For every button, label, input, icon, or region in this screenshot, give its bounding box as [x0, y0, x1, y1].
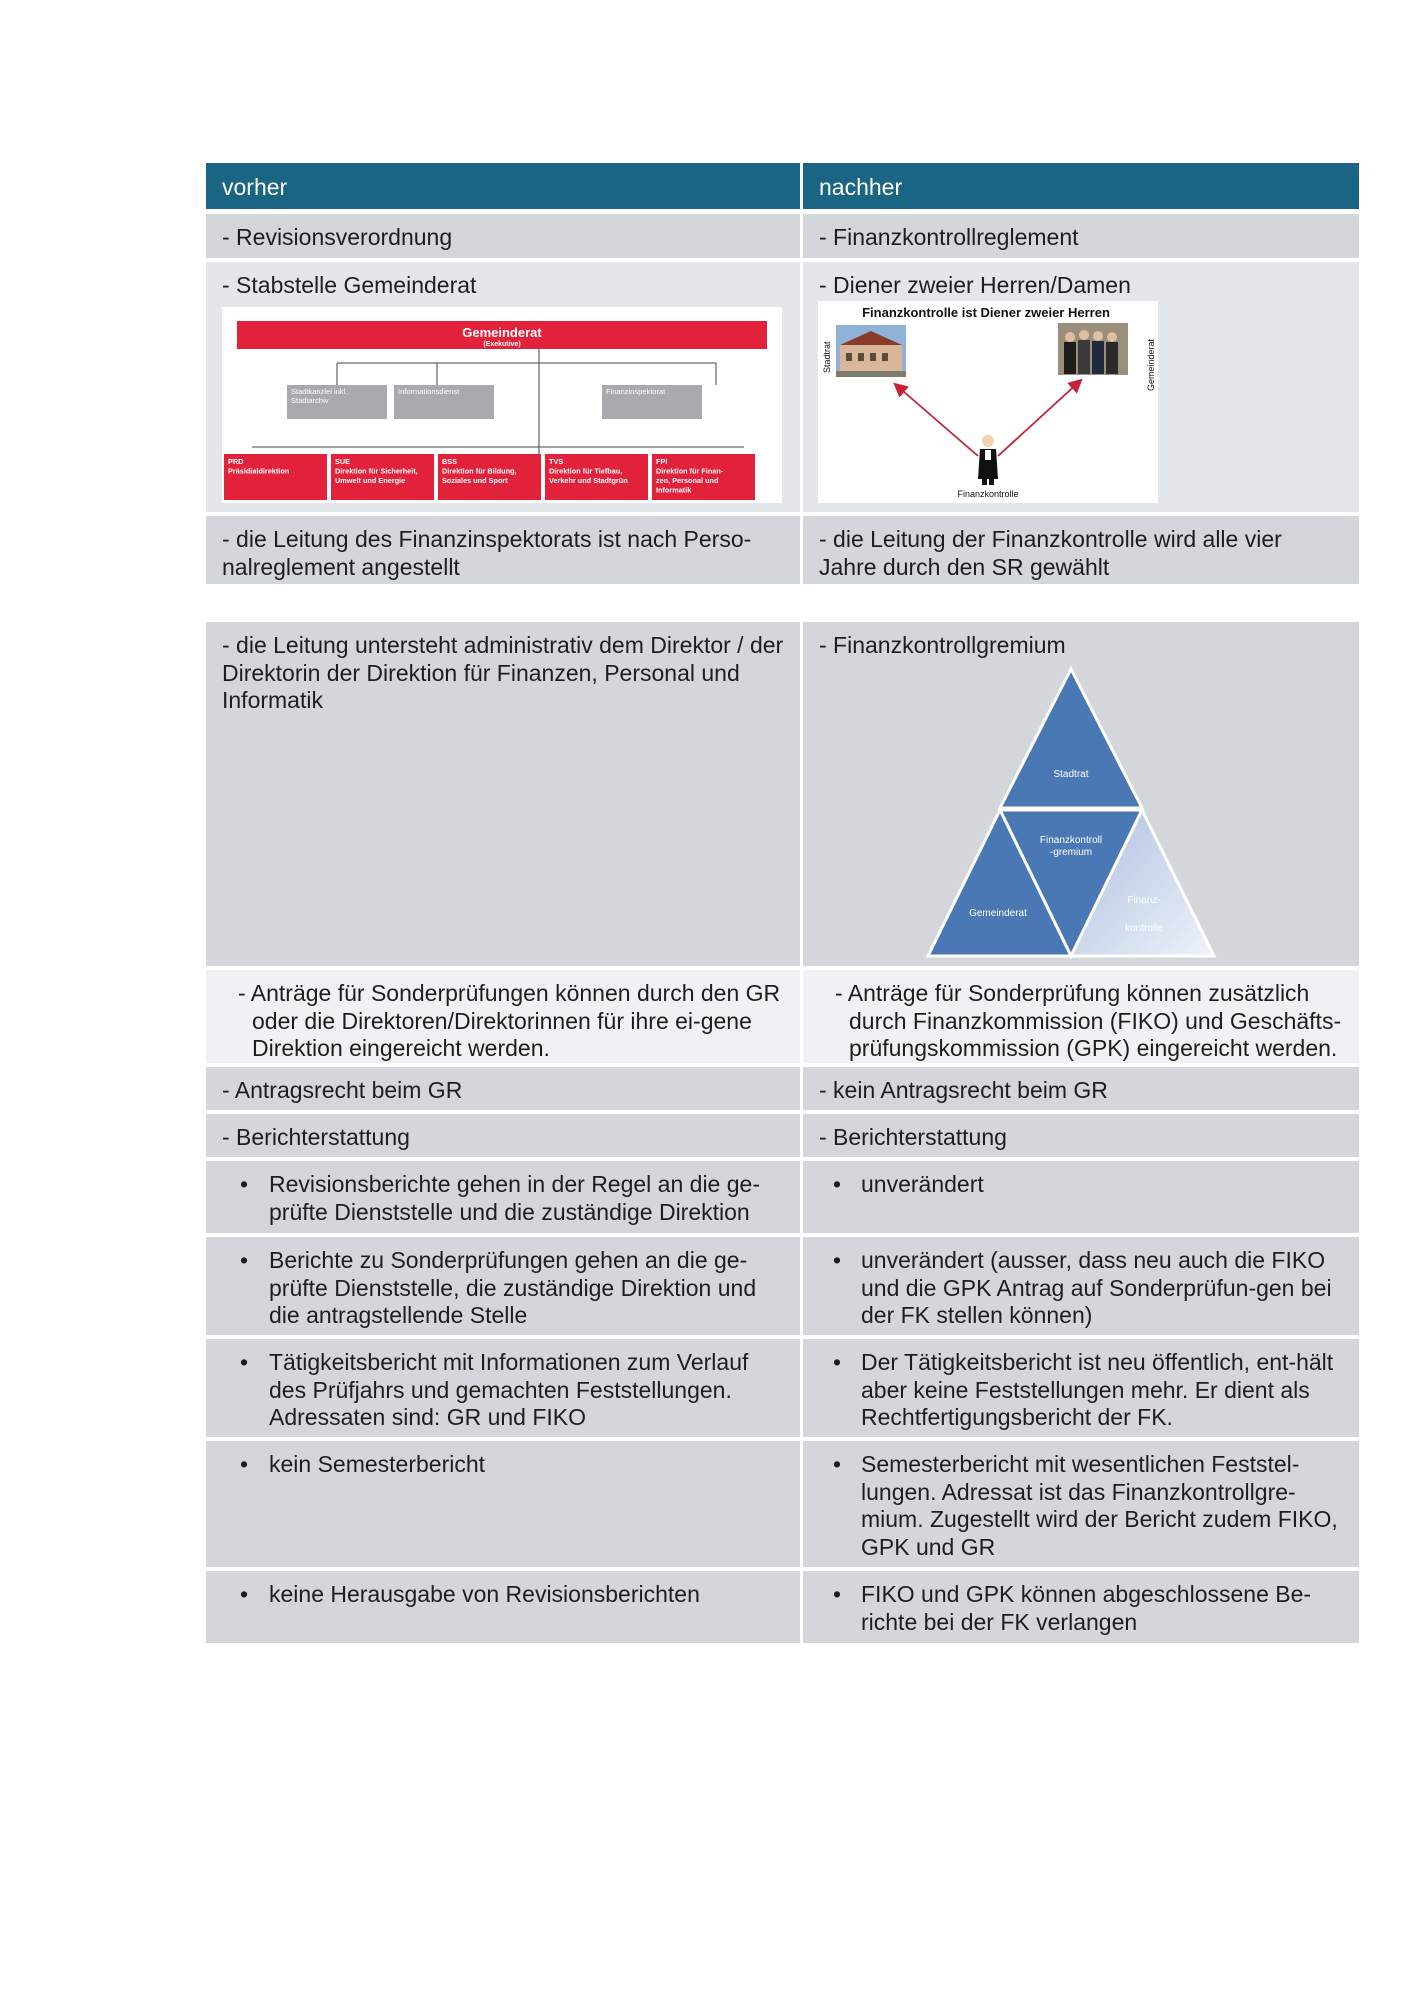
row1-right-text: - Finanzkontrollreglement: [819, 224, 1079, 250]
pyramid-diagram: [918, 665, 1228, 961]
pyramid-top-stadtrat: [1000, 669, 1142, 808]
pyramid-center-label-2: -gremium: [1049, 847, 1093, 858]
row4-left: [206, 622, 800, 966]
row7-right-text: - Berichterstattung: [819, 1124, 1007, 1150]
header-nachher-label: nachher: [819, 174, 903, 200]
row1-left: [206, 214, 800, 258]
bullet-item: [222, 1451, 784, 1479]
bullet-dot: •: [240, 1581, 249, 1607]
direction-label: TVS Direktion für Tiefbau, Verkehr und Stadtgrün: [549, 457, 628, 485]
header-vorher: [206, 163, 800, 209]
bullet-row-1-left: [206, 1161, 800, 1233]
bullet-item: [819, 1581, 1343, 1636]
bullet-item: [819, 1171, 1343, 1199]
row6-right-text: - kein Antragsrecht beim GR: [819, 1077, 1108, 1103]
bullet-row-2-left: [206, 1237, 800, 1335]
row5-right: [803, 970, 1359, 1063]
bullet-item: [819, 1247, 1343, 1330]
row5-left-text: - Anträge für Sonderprüfungen können durch den GR oder die Direktoren/Direktorinnen für ihre ei-gene Direktion eingereicht werden.: [238, 980, 781, 1061]
gemeinderat-photo: [1058, 323, 1128, 375]
bullet-row-3-left: [206, 1339, 800, 1437]
row4-right-text: - Finanzkontrollgremium: [819, 632, 1066, 658]
bullet-row-3-right: [803, 1339, 1359, 1437]
pyramid-center-label-1: Finanzkontroll: [1039, 835, 1103, 846]
diener-bottom-label: Finanzkontrolle: [957, 489, 1019, 499]
bullet-text: Revisionsberichte gehen in der Regel an die ge-prüfte Dienststelle und die zuständige Direktion: [269, 1171, 760, 1225]
bullet-row-1-right: [803, 1161, 1359, 1233]
bullet-text: Berichte zu Sonderprüfungen gehen an die ge-prüfte Dienststelle, die zuständige Direktion und die antragstellende Stelle: [269, 1247, 757, 1328]
bullet-row-5-left: [206, 1571, 800, 1643]
bullet-text: kein Semesterbericht: [269, 1451, 486, 1477]
staff-label-stadtkanzlei: Stadtkanzlei inkl. Stadtarchiv: [291, 387, 348, 405]
bullet-item: [819, 1349, 1343, 1432]
bullet-row-2-right: [803, 1237, 1359, 1335]
bullet-dot: •: [833, 1247, 842, 1273]
diener-right-label: Gemeinderat: [1146, 338, 1156, 391]
bullet-item: [222, 1247, 784, 1330]
row6-left-text: - Antragsrecht beim GR: [222, 1077, 463, 1103]
row3-left: [206, 516, 800, 584]
bullet-item: [222, 1349, 784, 1432]
row3-right-text: - die Leitung der Finanzkontrolle wird alle vier Jahre durch den SR gewählt: [819, 526, 1282, 580]
bullet-text: unverändert (ausser, dass neu auch die FIKO und die GPK Antrag auf Sonderprüfun-gen bei der FK stellen können): [861, 1247, 1332, 1328]
bullet-text: Der Tätigkeitsbericht ist neu öffentlich, ent-hält aber keine Feststellungen mehr. Er dient als Rechtfertigungsbericht der FK.: [861, 1349, 1334, 1430]
diener-left-label: Stadtrat: [822, 341, 832, 373]
bullet-dot: •: [240, 1451, 249, 1477]
bullet-dot: •: [833, 1171, 842, 1197]
staff-label-finanzinspektorat: Finanzinspektorat: [606, 387, 666, 396]
bullet-text: Semesterbericht mit wesentlichen Feststel-lungen. Adressat ist das Finanzkontrollgre-mium. Zugestellt wird der Bericht zudem FIKO, GPK und GR: [861, 1451, 1338, 1560]
bullet-item: [222, 1581, 784, 1609]
header-nachher: [803, 163, 1359, 209]
row7-left-text: - Berichterstattung: [222, 1124, 410, 1150]
direction-boxes: [224, 454, 755, 500]
row1-left-text: - Revisionsverordnung: [222, 224, 453, 250]
stadtrat-photo: [836, 325, 906, 377]
bullet-dot: •: [833, 1349, 842, 1375]
direction-label: SUE Direktion für Sicherheit, Umwelt und Energie: [335, 457, 418, 485]
diener-figure: [818, 301, 1158, 503]
bullet-row-5-right: [803, 1571, 1359, 1643]
bullet-item: [819, 1451, 1343, 1561]
bullet-dot: •: [833, 1581, 842, 1607]
direction-label: PRD Präsidialdirektion: [228, 457, 290, 476]
bullet-text: FIKO und GPK können abgeschlossene Be-richte bei der FK verlangen: [861, 1581, 1312, 1635]
pyramid-top-label: Stadtrat: [1053, 769, 1089, 780]
staff-label-informationsdienst: Informationsdienst: [398, 387, 460, 396]
bullet-row-4-right: [803, 1441, 1359, 1567]
gemeinderat-title: Gemeinderat: [462, 325, 542, 340]
direction-label: BSS Direktion für Bildung, Soziales und Sport: [442, 457, 517, 485]
pyramid-right-label-1: Finanz-: [1127, 895, 1161, 906]
bullet-dot: •: [240, 1349, 249, 1375]
row2-left-text: - Stabstelle Gemeinderat: [222, 272, 477, 298]
row5-right-text: - Anträge für Sonderprüfung können zusätzlich durch Finanzkommission (FIKO) und Geschäfts-prüfungskommission (GPK) eingereicht werden.: [835, 980, 1342, 1061]
row7-left: [206, 1114, 800, 1157]
bullet-text: Tätigkeitsbericht mit Informationen zum Verlauf des Prüfjahrs und gemachten Feststellungen. Adressaten sind: GR und FIKO: [269, 1349, 749, 1430]
pyramid-left-label: Gemeinderat: [969, 908, 1027, 919]
bullet-dot: •: [240, 1171, 249, 1197]
row7-right: [803, 1114, 1359, 1157]
bullet-dot: •: [240, 1247, 249, 1273]
pyramid-right-label-2: kontrolle: [1125, 923, 1163, 934]
bullet-dot: •: [833, 1451, 842, 1477]
bullet-row-4-left: [206, 1441, 800, 1567]
diener-title: Finanzkontrolle ist Diener zweier Herren: [862, 305, 1110, 320]
row2-right-text: - Diener zweier Herren/Damen: [819, 272, 1131, 298]
bullet-text: unverändert: [861, 1171, 984, 1197]
row4-left-text: - die Leitung untersteht administrativ dem Direktor / der Direktorin der Direktion für Finanzen, Personal und Informatik: [222, 632, 784, 713]
header-vorher-label: vorher: [222, 174, 288, 200]
row3-right: [803, 516, 1359, 584]
bullet-text: keine Herausgabe von Revisionsberichten: [269, 1581, 700, 1607]
row1-right: [803, 214, 1359, 258]
row3-left-text: - die Leitung des Finanzinspektorats ist nach Perso-nalreglement angestellt: [222, 526, 752, 580]
row5-left: [206, 970, 800, 1063]
row6-right: [803, 1067, 1359, 1110]
bullet-item: [222, 1171, 784, 1226]
gemeinderat-sub: (Exekutive): [483, 341, 521, 348]
org-chart: [222, 307, 782, 503]
row6-left: [206, 1067, 800, 1110]
direction-label: FPI Direktion für Finan-zen, Personal und Informatik: [656, 457, 724, 495]
